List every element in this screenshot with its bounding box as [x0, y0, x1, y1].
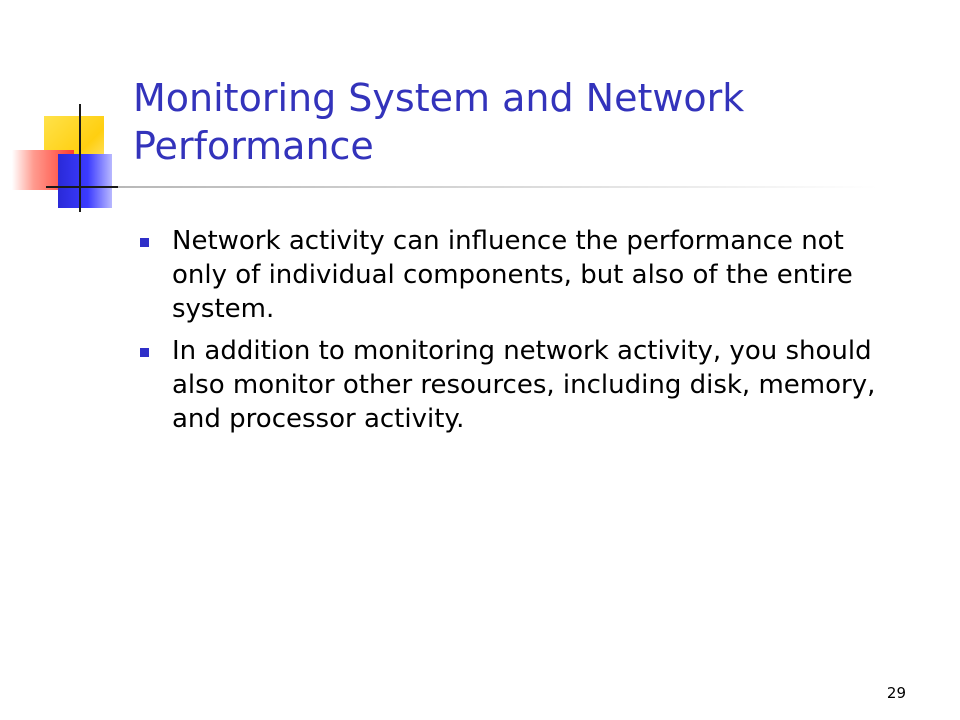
- bullet-item: [136, 224, 896, 326]
- square-bullet-icon: [140, 348, 149, 357]
- blue-square-icon: [58, 154, 112, 208]
- slide-title: Monitoring System and Network Performance: [133, 76, 745, 168]
- bullet-item: [136, 334, 896, 436]
- bullet-text: Network activity can influence the performance not only of individual components, but also of the entire system.: [172, 226, 853, 324]
- colored-squares-logo-icon: [0, 0, 140, 230]
- vertical-line-icon: [79, 104, 81, 212]
- horizontal-line-icon: [46, 186, 118, 188]
- page-number: 29: [886, 684, 906, 702]
- square-bullet-icon: [140, 238, 149, 247]
- bullet-text: In addition to monitoring network activity, you should also monitor other resources, including disk, memory, and processor activity.: [172, 336, 876, 434]
- title-divider: [118, 186, 878, 188]
- bullet-list: [136, 224, 896, 444]
